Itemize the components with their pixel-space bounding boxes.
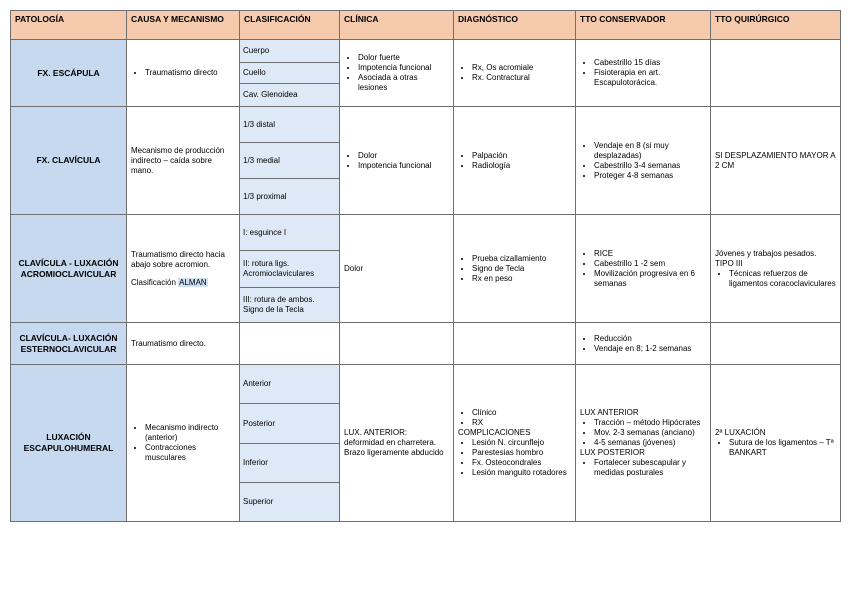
list-item: • Parestesias hombro [472,448,571,458]
list-item: • Impotencia funcional [358,63,449,73]
clasificacion-note-label: Clasificación [131,277,176,287]
pathology-table [10,10,841,522]
tto-conservador-cell [576,323,711,365]
list-item: • Radiología [472,161,571,171]
list-item: • Clínico [472,408,571,418]
lux-anterior-label: LUX ANTERIOR [580,408,639,417]
list-item: • Cabestrillo 1 -2 sem [594,259,706,269]
causa-cell [127,215,240,323]
list-item: • Impotencia funcional [358,161,449,171]
tto-quirurgico-cell [711,40,841,107]
list-item: • Mecanismo indirecto (anterior) [145,423,235,443]
list-item: • Fortalecer subescapular y medidas posturales [594,458,706,478]
list-item: • Contracciones musculares [145,443,235,463]
patologia-cell: LUXACIÓN ESCAPULOHUMERAL [11,365,127,522]
causa-cell [127,40,240,107]
list-item: • Dolor fuerte [358,53,449,63]
diagnostico-cell [454,215,576,323]
list-item: • Asociada a otras lesiones [358,73,449,93]
causa-cell: Mecanismo de producción indirecto – caída sobre mano. [127,107,240,215]
list-item: • Dolor [358,151,449,161]
list-item: • Rx, Os acromiale [472,63,571,73]
clinica-cell [340,40,454,107]
tto-quirurgico-cell [711,323,841,365]
list-item: • Lesión manguito rotadores [472,468,571,478]
list-item: • 4-5 semanas (jóvenes) [594,438,706,448]
list-item: • Cabestrillo 3-4 semanas [594,161,706,171]
table-row [11,40,841,107]
clinica-cell: LUX. ANTERIOR: deformidad en charretera. Brazo ligeramente abducido [340,365,454,522]
list-item: • Prueba cizallamiento [472,254,571,264]
clasificacion-item: 1/3 proximal [243,191,287,201]
complicaciones-label: COMPLICACIONES [458,428,531,437]
clasificacion-item: Posterior [240,404,339,444]
list-item: • Signo de Tecla [472,264,571,274]
clasificacion-item: III: rotura de ambos. Signo de la Tecla [243,295,315,314]
tto-conservador-cell [576,107,711,215]
list-item: • Tracción – método Hipócrates [594,418,706,428]
diagnostico-cell [454,323,576,365]
list-item: • Mov. 2-3 semanas (anciano) [594,428,706,438]
clinica-cell [340,323,454,365]
list-item: • Lesión N. circunflejo [472,438,571,448]
clasificacion-cell [240,365,340,522]
list-item: • RICE [594,249,706,259]
clasificacion-item: Cuerpo [240,40,339,63]
segunda-luxacion-label: 2ª LUXACIÓN [715,428,766,437]
list-item: • Vendaje en 8; 1-2 semanas [594,344,706,354]
tto-quirurgico-cell: SI DESPLAZAMIENTO MAYOR A 2 CM [711,107,841,215]
clasificacion-item: Inferior [240,444,339,483]
list-item: • Palpación [472,151,571,161]
tto-conservador-cell [576,215,711,323]
clasificacion-item: I: esguince I [240,215,339,251]
clasificacion-cell [240,323,340,365]
tto-quirurgico-cell [711,365,841,522]
list-item: • Rx en peso [472,274,571,284]
causa-cell: Traumatismo directo. [127,323,240,365]
clinica-cell [340,107,454,215]
clasificacion-cell [240,215,340,323]
causa-text: Traumatismo directo hacia abajo sobre acromion. [131,249,225,269]
header-clasificacion: CLASIFICACIÓN [240,11,340,40]
header-clinica: CLÍNICA [340,11,454,40]
clasificacion-cell [240,40,340,107]
diagnostico-cell [454,40,576,107]
clinica-cell: Dolor [340,215,454,323]
list-item: • Cabestrillo 15 días [594,58,706,68]
table-row [11,365,841,522]
table-row [11,107,841,215]
tto-quirurgico-intro: Jóvenes y trabajos pesados. TIPO III [715,248,817,268]
header-tto-quirurgico: TTO QUIRÚRGICO [711,11,841,40]
clasificacion-note [131,278,235,288]
clasificacion-item: Cav. Glenoidea [243,90,298,99]
diagnostico-cell [454,107,576,215]
list-item: • Técnicas refuerzos de ligamentos coracoclaviculares [729,269,836,289]
list-item: • Vendaje en 8 (si muy desplazadas) [594,141,706,161]
list-item: • Proteger 4-8 semanas [594,171,706,181]
patologia-cell: CLAVÍCULA - LUXACIÓN ACROMIOCLAVICULAR [11,215,127,323]
list-item: • RX [472,418,571,428]
clasificacion-cell [240,107,340,215]
header-diagnostico: DIAGNÓSTICO [454,11,576,40]
header-patologia: PATOLOGÍA [11,11,127,40]
clasificacion-item: Anterior [240,365,339,404]
patologia-cell: CLAVÍCULA- LUXACIÓN ESTERNOCLAVICULAR [11,323,127,365]
list-item: • Rx. Contractural [472,73,571,83]
tto-conservador-cell [576,365,711,522]
tto-quirurgico-cell [711,215,841,323]
clasificacion-item: 1/3 medial [240,143,339,179]
alman-link: ALMAN [179,277,207,287]
list-item: • Fisioterapia en art. Escapulotorácica. [594,68,706,88]
clasificacion-item: 1/3 distal [240,107,339,143]
clasificacion-item: II: rotura ligs. Acromioclaviculares [240,251,339,288]
clasificacion-item: Superior [243,497,274,506]
list-item: • Sutura de los ligamentos – Tª BANKART [729,438,836,458]
table-row [11,215,841,323]
header-tto-conservador: TTO CONSERVADOR [576,11,711,40]
header-row [11,11,841,40]
diagnostico-cell [454,365,576,522]
clasificacion-item: Cuello [240,63,339,84]
patologia-cell: FX. ESCÁPULA [11,40,127,107]
list-item: • Fx. Osteocondrales [472,458,571,468]
list-item: • Movilización progresiva en 6 semanas [594,269,706,289]
table-row [11,323,841,365]
lux-posterior-label: LUX POSTERIOR [580,448,645,457]
patologia-cell: FX. CLAVÍCULA [11,107,127,215]
list-item: • Traumatismo directo [145,68,235,78]
list-item: • Reducción [594,334,706,344]
causa-cell [127,365,240,522]
header-causa: CAUSA Y MECANISMO [127,11,240,40]
tto-conservador-cell [576,40,711,107]
